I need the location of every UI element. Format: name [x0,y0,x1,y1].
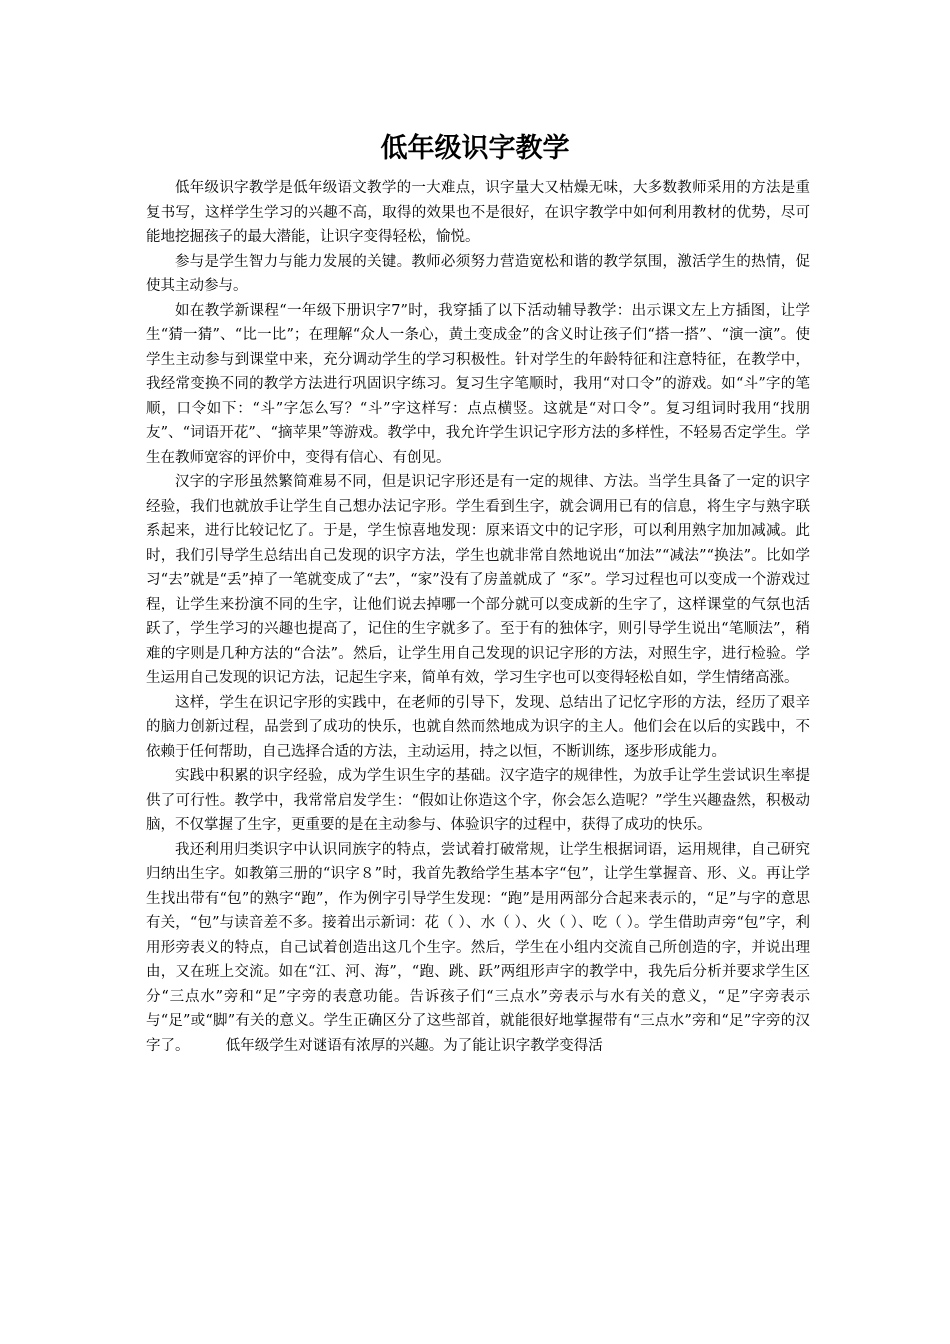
paragraph-6: 实践中积累的识字经验，成为学生识生字的基础。汉字造字的规律性，为放手让学生尝试识生率提供了可行性。教学中，我常常启发学生：“假如让你造这个字，你会怎么造呢？”学生兴趣盎然，积极动脑，不仅掌握了生字，更重要的是在主动参与、体验识字的过程中，获得了成功的快乐。 [146,768,810,833]
document-body [146,176,810,1058]
paragraph-5: 这样，学生在识记字形的实践中，在老师的引导下，发现、总结出了记忆字形的方法，经历了艰辛的脑力创新过程，品尝到了成功的快乐，也就自然而然地成为识字的主人。他们会在以后的实践中，不依赖于任何帮助，自己选择合适的方法，主动运用，持之以恒，不断训练，逐步形成能力。 [146,694,810,760]
paragraph-2: 参与是学生智力与能力发展的关键。教师必须努力营造宽松和谐的教学氛围，激活学生的热情，促使其主动参与。 [146,253,810,294]
paragraph-3: 如在教学新课程“一年级下册识字7”时，我穿插了以下活动辅导教学：出示课文左上方插图，让学生“猜一猜”、“比一比”；在理解“众人一条心，黄土变成金”的含义时让孩子们“搭一搭”、“演一演”。使学生主动参与到课堂中来，充分调动学生的学习积极性。针对学生的年龄特征和注意特征，在教学中，我经常变换不同的教学方法进行巩固识字练习。复习生字笔顺时，我用“对口令”的游戏。如“斗”字的笔顺，口令如下：“斗”字怎么写？“斗”字这样写：点点横竖。这就是“对口令”。复习组词时我用“找朋友”、“词语开花”、“摘苹果”等游戏。教学中，我允许学生识记字形方法的多样性，不轻易否定学生。学生在教师宽容的评价中，变得有信心、有创见。 [146,302,810,466]
paragraph-1: 低年级识字教学是低年级语文教学的一大难点，识字量大又枯燥无味，大多数教师采用的方法是重复书写，这样学生学习的兴趣不高，取得的效果也不是很好，在识字教学中如何利用教材的优势，尽可能地挖掘孩子的最大潜能，让识字变得轻松，愉悦。 [146,180,810,245]
document-title: 低年级识字教学 [380,133,570,164]
paragraph-7: 我还利用归类识字中认识同族字的特点，尝试着打破常规，让学生根据词语，运用规律，自己研究归纳出生字。如教第三册的“识字８”时，我首先教给学生基本字“包”，让学生掌握音、形、义。再让学生找出带有“包”的熟字“跑”，作为例字引导学生发现：“跑”是用两部分合起来表示的，“足”与字的意思有关，“包”与读音差不多。接着出示新词：花（ ）、水（ ）、火（ ）、吃（ ）。学生借助声旁“包”字，利用形旁表义的特点，自己试着创造出这几个生字。然后，学生在小组内交流自己所创造的字，并说出理由，又在班上交流。如在“江、河、海”，“跑、跳、跃”两组形声字的教学中，我先后分析并要求学生区分“三点水”旁和“足”字旁的表意功能。告诉孩子们“三点水”旁表示与水有关的意义，“足”字旁表示与“足”或“脚”有关的意义。学生正确区分了这些部首，就能很好地掌握带有“三点水”旁和“足”字旁的汉字了。 低年级学生对谜语有浓厚的兴趣。为了能让识字教学变得活 [146,841,810,1054]
paragraph-4: 汉字的字形虽然繁简难易不同，但是识记字形还是有一定的规律、方法。当学生具备了一定的识字经验，我们也就放手让学生自己想办法记字形。学生看到生字，就会调用已有的信息，将生字与熟字联系起来，进行比较记忆了。于是，学生惊喜地发现：原来语文中的记字形，可以利用熟字加加减减。此时，我们引导学生总结出自己发现的识字方法，学生也就非常自然地说出“加法”“减法”“换法”。比如学习“去”就是“丢”掉了一笔就变成了“去”，“家”没有了房盖就成了 “豕”。学习过程也可以变成一个游戏过程，让学生来扮演不同的生字，让他们说去掉哪一个部分就可以变成新的生字了，这样课堂的气氛也活跃了，学生学习的兴趣也提高了，记住的生字就多了。至于有的独体字，则引导学生说出“笔顺法”，稍难的字则是几种方法的“合法”。然后，让学生用自己发现的识记字形的方法，对照生字，进行检验。学生运用自己发现的识记方法，记起生字来，简单有效，学习生字也可以变得轻松自如，学生情绪高涨。 [146,474,810,686]
